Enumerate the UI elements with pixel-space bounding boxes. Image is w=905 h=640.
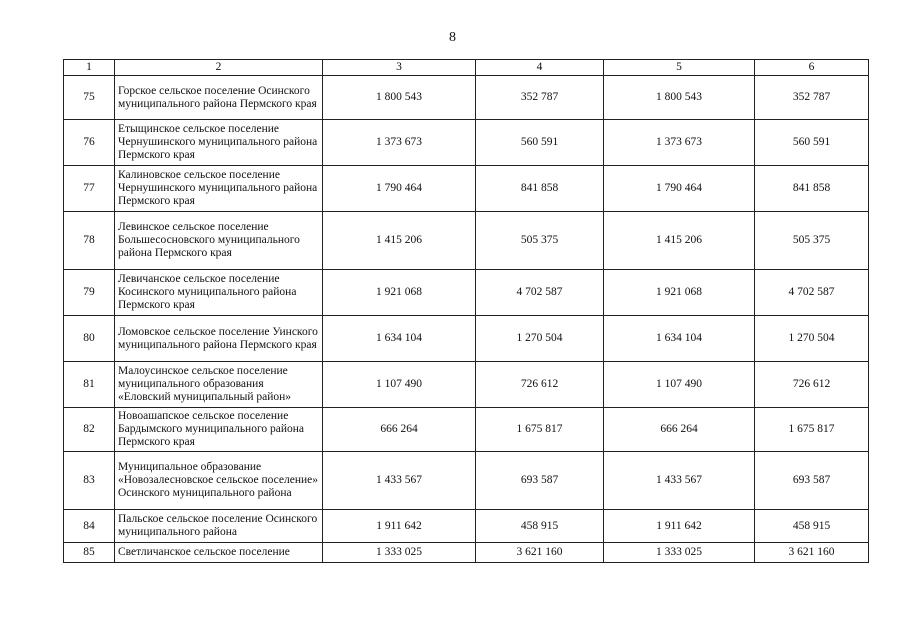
value-cell-col5: 1 800 543 <box>604 76 755 120</box>
row-number-cell: 83 <box>64 452 115 510</box>
value-cell-col5: 1 373 673 <box>604 120 755 166</box>
table-row <box>64 270 869 316</box>
table-row <box>64 452 869 510</box>
row-number-cell: 84 <box>64 510 115 543</box>
value-cell-col4: 352 787 <box>476 76 604 120</box>
value-cell-col5: 1 433 567 <box>604 452 755 510</box>
value-cell-col4: 3 621 160 <box>476 543 604 563</box>
row-number-cell: 80 <box>64 316 115 362</box>
value-cell-col6: 560 591 <box>755 120 869 166</box>
value-cell-col5: 1 107 490 <box>604 362 755 408</box>
settlement-name-cell: Левичанское сельское поселение Косинского муниципального района Пермского края <box>115 270 323 316</box>
row-number-cell: 81 <box>64 362 115 408</box>
value-cell-col5: 1 921 068 <box>604 270 755 316</box>
row-number-cell: 82 <box>64 408 115 452</box>
data-table <box>63 59 869 563</box>
header-row <box>64 60 869 76</box>
page-number: 8 <box>449 30 456 45</box>
table-row <box>64 543 869 563</box>
table-row <box>64 76 869 120</box>
table-row <box>64 408 869 452</box>
column-header: 3 <box>323 60 476 76</box>
value-cell-col3: 1 333 025 <box>323 543 476 563</box>
value-cell-col3: 1 433 567 <box>323 452 476 510</box>
column-header: 1 <box>64 60 115 76</box>
value-cell-col5: 1 415 206 <box>604 212 755 270</box>
table-row <box>64 316 869 362</box>
settlement-name-cell: Ломовское сельское поселение Уинского муниципального района Пермского края <box>115 316 323 362</box>
settlement-name-cell: Горское сельское поселение Осинского муниципального района Пермского края <box>115 76 323 120</box>
settlement-name-cell: Муниципальное образование «Новозалесновское сельское поселение» Осинского муниципального района <box>115 452 323 510</box>
value-cell-col4: 1 675 817 <box>476 408 604 452</box>
value-cell-col4: 560 591 <box>476 120 604 166</box>
settlement-name-cell: Пальское сельское поселение Осинского муниципального района <box>115 510 323 543</box>
value-cell-col6: 458 915 <box>755 510 869 543</box>
value-cell-col4: 505 375 <box>476 212 604 270</box>
value-cell-col3: 1 107 490 <box>323 362 476 408</box>
table-row <box>64 120 869 166</box>
value-cell-col3: 1 373 673 <box>323 120 476 166</box>
table-row <box>64 510 869 543</box>
value-cell-col4: 726 612 <box>476 362 604 408</box>
row-number-cell: 75 <box>64 76 115 120</box>
value-cell-col4: 841 858 <box>476 166 604 212</box>
value-cell-col5: 1 333 025 <box>604 543 755 563</box>
value-cell-col6: 1 270 504 <box>755 316 869 362</box>
value-cell-col5: 1 790 464 <box>604 166 755 212</box>
value-cell-col6: 505 375 <box>755 212 869 270</box>
row-number-cell: 76 <box>64 120 115 166</box>
column-header: 4 <box>476 60 604 76</box>
value-cell-col3: 1 415 206 <box>323 212 476 270</box>
value-cell-col4: 1 270 504 <box>476 316 604 362</box>
row-number-cell: 78 <box>64 212 115 270</box>
value-cell-col6: 693 587 <box>755 452 869 510</box>
value-cell-col5: 1 911 642 <box>604 510 755 543</box>
value-cell-col4: 4 702 587 <box>476 270 604 316</box>
settlement-name-cell: Малоусинское сельское поселение муниципального образования «Еловский муниципальный район» <box>115 362 323 408</box>
value-cell-col6: 3 621 160 <box>755 543 869 563</box>
table-row <box>64 212 869 270</box>
settlement-name-cell: Новоашапское сельское поселение Бардымского муниципального района Пермского края <box>115 408 323 452</box>
value-cell-col3: 1 911 642 <box>323 510 476 543</box>
value-cell-col3: 666 264 <box>323 408 476 452</box>
value-cell-col6: 4 702 587 <box>755 270 869 316</box>
row-number-cell: 77 <box>64 166 115 212</box>
settlement-name-cell: Светличанское сельское поселение <box>115 543 323 563</box>
row-number-cell: 79 <box>64 270 115 316</box>
column-header: 6 <box>755 60 869 76</box>
settlement-name-cell: Левинское сельское поселение Большесосновского муниципального района Пермского края <box>115 212 323 270</box>
column-header: 5 <box>604 60 755 76</box>
value-cell-col6: 726 612 <box>755 362 869 408</box>
value-cell-col3: 1 800 543 <box>323 76 476 120</box>
settlement-name-cell: Етыщинское сельское поселение Чернушинского муниципального района Пермского края <box>115 120 323 166</box>
table-row <box>64 362 869 408</box>
value-cell-col6: 1 675 817 <box>755 408 869 452</box>
value-cell-col6: 841 858 <box>755 166 869 212</box>
value-cell-col6: 352 787 <box>755 76 869 120</box>
value-cell-col3: 1 921 068 <box>323 270 476 316</box>
column-header: 2 <box>115 60 323 76</box>
value-cell-col3: 1 790 464 <box>323 166 476 212</box>
value-cell-col4: 458 915 <box>476 510 604 543</box>
value-cell-col5: 1 634 104 <box>604 316 755 362</box>
value-cell-col4: 693 587 <box>476 452 604 510</box>
value-cell-col3: 1 634 104 <box>323 316 476 362</box>
settlement-name-cell: Калиновское сельское поселение Чернушинского муниципального района Пермского края <box>115 166 323 212</box>
table-row <box>64 166 869 212</box>
value-cell-col5: 666 264 <box>604 408 755 452</box>
row-number-cell: 85 <box>64 543 115 563</box>
